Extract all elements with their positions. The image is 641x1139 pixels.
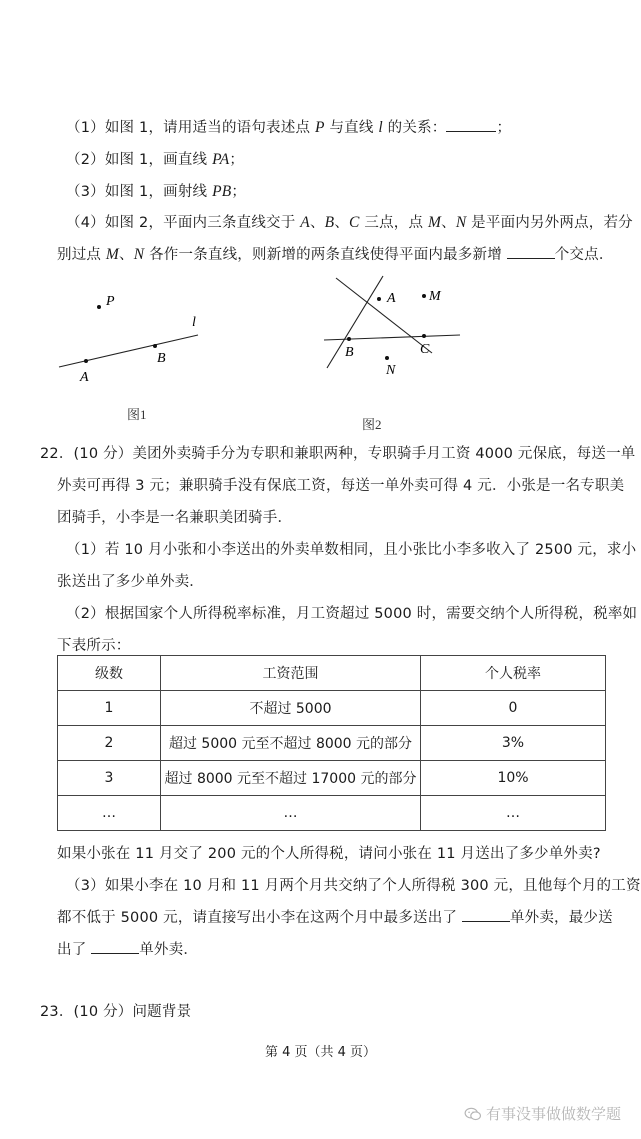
table-cell: 不超过 5000 — [161, 691, 421, 726]
line-l — [59, 335, 198, 367]
q21-part2: （2）如图 1，画直线 PA； — [66, 151, 245, 168]
label-M: M — [429, 289, 441, 304]
figure-2 — [320, 268, 465, 388]
q22-part3-line2: 都不低于 5000 元，请直接写出小李在这两个月中最多送出了 单外卖，最少送 — [57, 906, 613, 927]
label-A: A — [387, 291, 396, 306]
answer-blank — [91, 939, 139, 954]
answer-blank — [446, 117, 496, 132]
table-row — [58, 796, 606, 831]
line-through-A-C — [336, 278, 432, 353]
table-cell: 3% — [421, 726, 606, 761]
page-footer: 第 4 页（共 4 页） — [264, 1045, 377, 1060]
point-P — [97, 305, 101, 309]
q22-line2: 外卖可再得 3 元；兼职骑手没有保底工资，每送一单外卖可得 4 元．小张是一名专职美 — [57, 478, 625, 494]
q23-line1: 23．(10 分）问题背景 — [40, 1004, 192, 1020]
q22-part3-line1: （3）如果小李在 10 月和 11 月两个月共交纳了个人所得税 300 元，且他每个月的工资 — [66, 878, 641, 894]
q21-part3: （3）如图 1，画射线 PB； — [66, 183, 247, 200]
q22-part1-line2: 张送出了多少单外卖． — [57, 574, 204, 590]
q22-part2-line1: （2）根据国家个人所得税率标准，月工资超过 5000 时，需要交纳个人所得税，税率如 — [66, 606, 638, 622]
q22-part1-line1: （1）若 10 月小张和小李送出的外卖单数相同，且小张比小李多收入了 2500 元，求小 — [66, 542, 637, 558]
table-cell: … — [161, 796, 421, 831]
table-header-cell: 个人税率 — [421, 656, 606, 691]
q22-part3-line3: 出了 单外卖． — [57, 938, 198, 959]
table-cell: 超过 8000 元至不超过 17000 元的部分 — [161, 761, 421, 796]
table-header-cell: 工资范围 — [161, 656, 421, 691]
point-B — [153, 344, 157, 348]
point-C — [422, 334, 426, 338]
table-cell: 超过 5000 元至不超过 8000 元的部分 — [161, 726, 421, 761]
answer-blank — [462, 907, 510, 922]
q22-line3: 团骑手，小李是一名兼职美团骑手． — [57, 510, 293, 526]
table-row — [58, 761, 606, 796]
point-A — [377, 297, 381, 301]
table-header-cell: 级数 — [58, 656, 161, 691]
table-row — [58, 726, 606, 761]
table-cell: 2 — [58, 726, 161, 761]
figure-1 — [50, 285, 220, 395]
table-cell: 0 — [421, 691, 606, 726]
label-l: l — [192, 315, 196, 330]
table-cell: … — [58, 796, 161, 831]
figure-2-caption: 图2 — [362, 417, 382, 432]
q21-part4-line1: （4）如图 2，平面内三条直线交于 A、B、C 三点，点 M、N 是平面内另外两点，若分 — [66, 214, 633, 231]
label-C: C — [420, 342, 430, 357]
wechat-icon — [464, 1107, 482, 1121]
point-N — [385, 356, 389, 360]
table-header-row — [58, 656, 606, 691]
table-cell: 10% — [421, 761, 606, 796]
label-N: N — [386, 363, 396, 378]
point-A — [84, 359, 88, 363]
label-B: B — [157, 351, 166, 366]
q22-part2-question: 如果小张在 11 月交了 200 元的个人所得税，请问小张在 11 月送出了多少单外卖? — [57, 846, 601, 862]
table-row — [58, 691, 606, 726]
figure-1-caption: 图1 — [127, 407, 147, 422]
answer-blank — [507, 244, 555, 259]
q22-part2-line2: 下表所示： — [57, 638, 131, 654]
q22-line1: 22．(10 分）美团外卖骑手分为专职和兼职两种，专职骑手月工资 4000 元保底，每送一单 — [40, 446, 636, 462]
point-M — [422, 294, 426, 298]
line-through-A-B — [327, 276, 383, 368]
label-B: B — [345, 345, 354, 360]
table-cell: 1 — [58, 691, 161, 726]
table-cell: 3 — [58, 761, 161, 796]
q21-part4-line2: 别过点 M、N 各作一条直线，则新增的两条直线使得平面内最多新增 个交点． — [57, 246, 614, 263]
watermark — [464, 1103, 621, 1124]
point-B — [347, 337, 351, 341]
tax-rate-table — [57, 655, 606, 831]
watermark-text: 有事没事做做数学题 — [485, 1105, 621, 1123]
table-cell: … — [421, 796, 606, 831]
label-P: P — [106, 294, 115, 309]
q21-part1: （1）如图 1，请用适当的语句表述点 P 与直线 l 的关系： ； — [66, 119, 512, 136]
label-A: A — [80, 370, 89, 385]
line-through-B-C — [324, 335, 460, 340]
